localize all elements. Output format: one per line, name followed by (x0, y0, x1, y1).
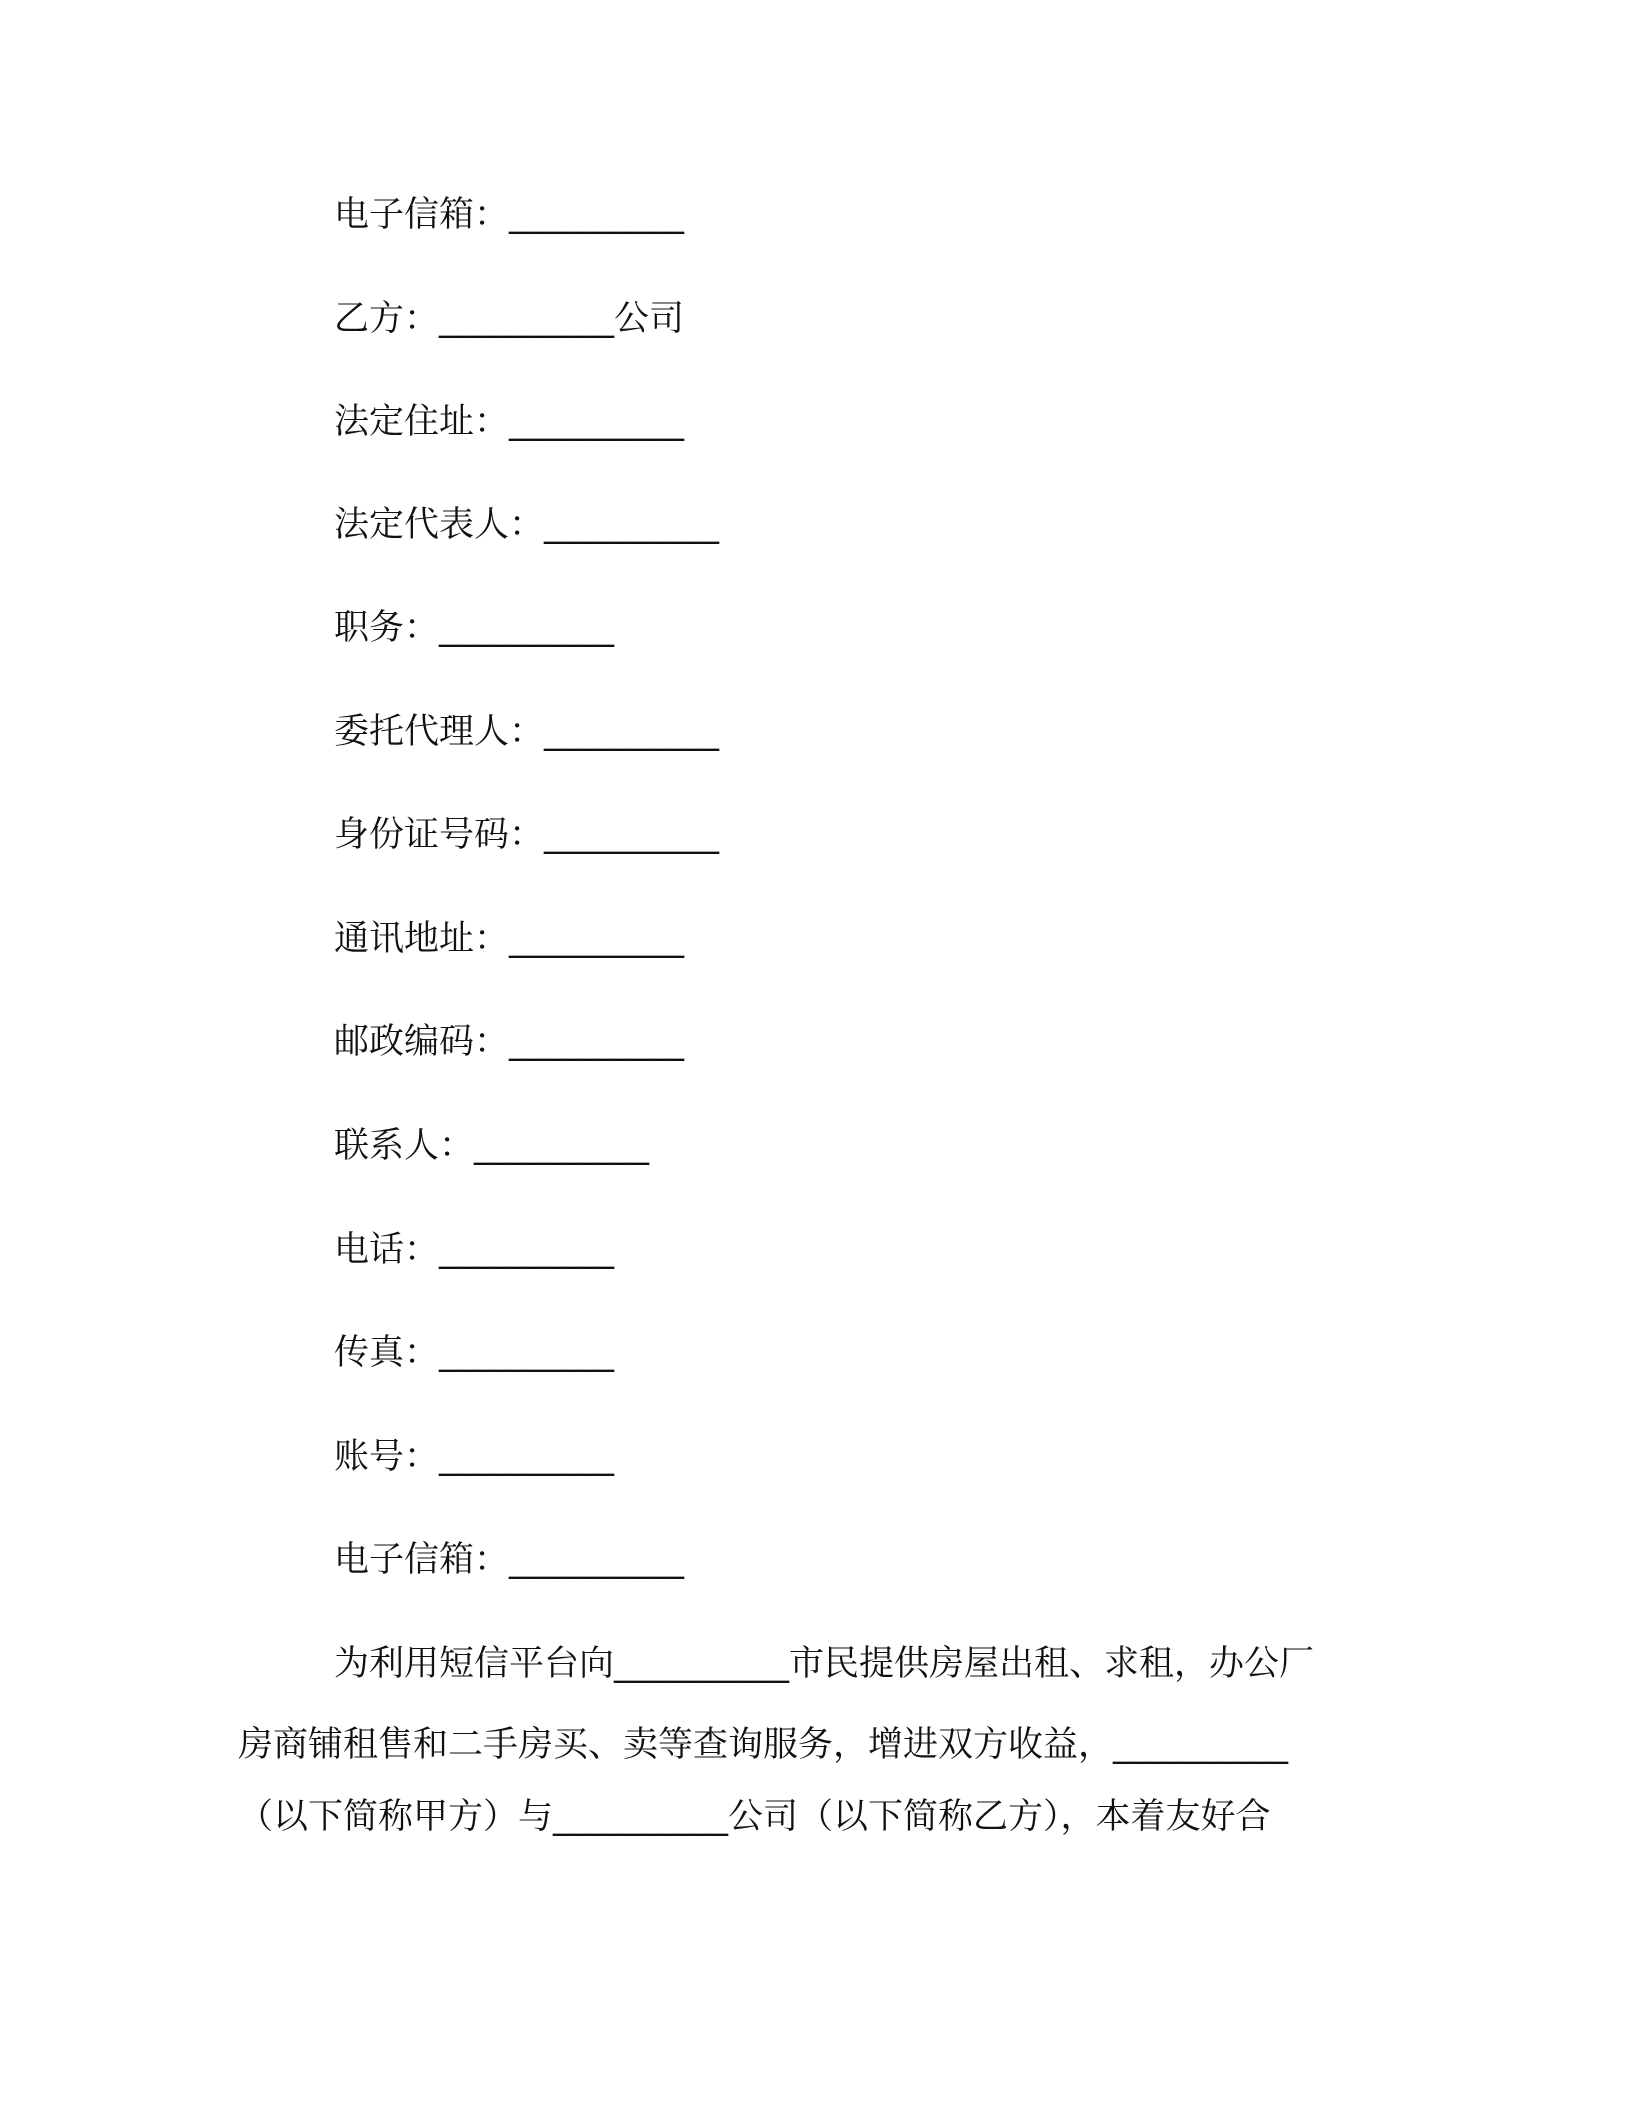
intro-paragraph-line-1: 为利用短信平台向__________市民提供房屋出租、求租，办公厂 (334, 1644, 1315, 1684)
field-phone: 电话：__________ (334, 1230, 615, 1270)
intro-paragraph-line-3: （以下简称甲方）与__________公司（以下简称乙方），本着友好合 (238, 1797, 1271, 1837)
field-email-top: 电子信箱：__________ (334, 195, 685, 235)
field-contact-person: 联系人：__________ (334, 1126, 650, 1166)
field-postal-code: 邮政编码：__________ (334, 1022, 685, 1062)
field-fax: 传真：__________ (334, 1333, 615, 1373)
field-legal-address: 法定住址：__________ (334, 402, 685, 442)
field-id-number: 身份证号码：__________ (334, 815, 720, 855)
field-legal-representative: 法定代表人：__________ (334, 505, 720, 545)
field-account-number: 账号：__________ (334, 1437, 615, 1477)
field-position: 职务：__________ (334, 608, 615, 648)
field-mailing-address: 通讯地址：__________ (334, 919, 685, 959)
field-email-bottom: 电子信箱：__________ (334, 1540, 685, 1580)
intro-paragraph-line-2: 房商铺租售和二手房买、卖等查询服务，增进双方收益，__________ (238, 1725, 1289, 1765)
field-authorized-agent: 委托代理人：__________ (334, 712, 720, 752)
field-party-b: 乙方：__________公司 (334, 299, 685, 339)
